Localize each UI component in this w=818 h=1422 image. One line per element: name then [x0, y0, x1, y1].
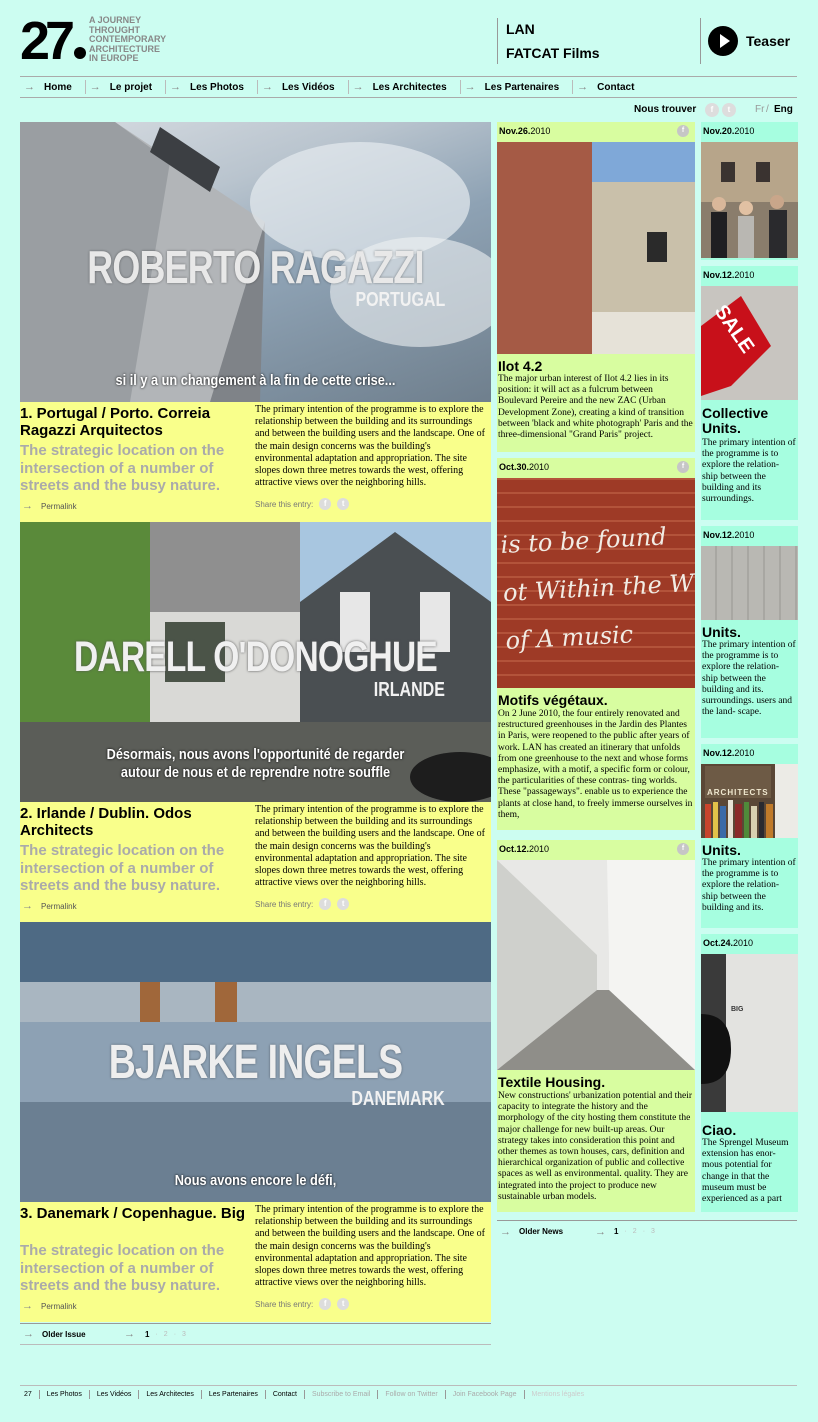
- share-entry: [255, 498, 349, 510]
- date-year: 2010: [529, 462, 550, 472]
- entry-title[interactable]: 1. Portugal / Porto. Correia Ragazzi Arquitectos: [20, 405, 211, 439]
- share-label: Share this entry:: [255, 899, 314, 909]
- news-image[interactable]: [497, 142, 695, 354]
- tagline-line: CONTEMPORARY: [89, 34, 167, 44]
- news-image[interactable]: [497, 860, 695, 1070]
- date-day: Nov.20.: [703, 126, 735, 136]
- entry-overlay-name: BJARKE INGELS: [108, 1036, 403, 1089]
- nav-label: Home: [44, 81, 72, 93]
- page-3-link[interactable]: 3: [651, 1228, 655, 1235]
- permalink-label: Permalink: [41, 1301, 77, 1311]
- news-date: [701, 744, 798, 762]
- news-body: New constructions' urbanization potential and their capacity to integrate the history and the morphology of the city hosting them constitute the major challenge for new built-up areas. Our strategy takes into consideration this point and other themes as town houses, cars, definition and hierarchical organization of public and collective spaces as well as environmental. quality. They are integrated into the project to produce new sustainable urban models.: [498, 1091, 693, 1202]
- logo-dot: [74, 47, 86, 59]
- nav-label: Les Architectes: [372, 81, 447, 93]
- entry-overlay-subtitle: Nous avons encore le défi,: [174, 1172, 337, 1189]
- twitter-icon[interactable]: t: [337, 498, 349, 510]
- page-1-link[interactable]: 1: [614, 1227, 619, 1236]
- date-year: 2010: [529, 844, 550, 854]
- entry-body: The primary intention of the programme is to explore the relationship between the building and its surroundings and between the building users and the landscape. One of the main design concerns was the building's environmental adaptation and appropriation. The site slopes down three metres towards the west, offering attractive views over the neighboring hills.: [255, 1204, 485, 1289]
- arrow-right-icon: →: [464, 81, 476, 93]
- facebook-icon[interactable]: f: [705, 103, 719, 117]
- entry-title[interactable]: 2. Irlande / Dublin. Odos Architects: [20, 805, 192, 839]
- facebook-icon[interactable]: f: [677, 843, 689, 855]
- nav-les-partenaires[interactable]: [461, 80, 574, 94]
- date-day: Nov.12.: [703, 270, 735, 280]
- pager-sep: ·: [173, 1330, 177, 1338]
- nav-les-photos[interactable]: [166, 80, 258, 94]
- nav-home[interactable]: [20, 80, 86, 94]
- entry-overlay-country: DANEMARK: [351, 1088, 445, 1110]
- teaser-label: Teaser: [746, 33, 791, 49]
- nav-label: Les Vidéos: [281, 81, 335, 93]
- page-2-link[interactable]: 2: [163, 1330, 168, 1338]
- sale-sign-text: SALE: [709, 301, 759, 358]
- book-spine-text: ARCHITECTS: [707, 788, 769, 797]
- footer-link-subscribe[interactable]: Subscribe to Email: [305, 1390, 378, 1399]
- page-3-link[interactable]: 3: [182, 1330, 186, 1338]
- twitter-icon[interactable]: t: [722, 103, 736, 117]
- news-body: The primary intention of the programme is to explore the relation- ship between the building and its surroundings.: [702, 438, 796, 505]
- facebook-icon[interactable]: f: [319, 898, 331, 910]
- news-title[interactable]: Ilot 4.2: [498, 358, 543, 374]
- small-news-image[interactable]: [701, 764, 798, 838]
- arrow-right-icon: →: [124, 1328, 135, 1340]
- lang-eng[interactable]: Eng: [774, 104, 793, 115]
- news-body: On 2 June 2010, the four entirely renovated and restructured greenhouses in the Jardin des Plantes in Paris, were reopened to the public after years of work. LAN has created an itinerary that unfolds from one greenhouse to the next and whose forms emphasize, with a motif, a specific form or colour, the particularities of these contras- ting worlds. These "passageways". enable us to experience the plants at close hand, to freely immerse ourselves in them,: [498, 709, 693, 820]
- entry-video-still[interactable]: [20, 922, 491, 1202]
- arrow-right-icon: →: [577, 81, 589, 93]
- facebook-icon[interactable]: f: [319, 1298, 331, 1310]
- permalink-label: Permalink: [41, 501, 77, 511]
- entry-video-still[interactable]: [20, 122, 491, 402]
- play-icon: [708, 26, 738, 56]
- news-body: The major urban interest of Ilot 4.2 lies in its position: it will act as a fulcrum between Boulevard Pereire and the new ZAC (Urban Development Zone), creating a kind of transition between 'black and white photograph' Paris and the three-dimensional "Grand Paris" project.: [498, 374, 693, 441]
- museum-sign-illustration: [701, 954, 798, 1112]
- entry-body: The primary intention of the programme is to explore the relationship between the building and its surroundings and between the building users and the landscape. One of the main design concerns was the building's environmental adaptation and appropriation. The site slopes down three metres towards the west, offering attractive views over the neighboring hills.: [255, 804, 485, 889]
- courtyard-illustration: [497, 142, 695, 354]
- date-day: Oct.24.: [703, 938, 734, 948]
- news-date: [701, 526, 798, 544]
- footer-link-contact[interactable]: Contact: [266, 1390, 305, 1399]
- footer-link-twitter[interactable]: Follow on Twitter: [378, 1390, 445, 1399]
- tagline-line: THROUGHT: [89, 24, 140, 35]
- date-day: Nov.12.: [703, 748, 735, 758]
- entry-overlay-name: DARELL O'DONOGHUE: [73, 633, 438, 681]
- partner-lan-link[interactable]: LAN: [506, 21, 535, 37]
- news-body: The Sprengel Museum extension has enor- mous potential for change in that the museum must be experienced as a part: [702, 1138, 789, 1205]
- news-title[interactable]: Textile Housing.: [498, 1074, 606, 1090]
- arrow-right-icon: →: [500, 1225, 511, 1238]
- share-entry: [255, 1298, 349, 1310]
- entry-lead: The strategic location on the intersection of a number of streets and the busy nature.: [20, 1242, 225, 1294]
- facebook-icon[interactable]: f: [677, 461, 689, 473]
- date-year: 2010: [530, 126, 551, 136]
- footer-link-partenaires[interactable]: Les Partenaires: [202, 1390, 266, 1399]
- date-year: 2010: [734, 270, 755, 280]
- news-title[interactable]: Motifs végétaux.: [498, 692, 608, 708]
- logo-text: 27: [20, 11, 71, 71]
- nav-contact[interactable]: [573, 80, 647, 94]
- graffiti-text: [499, 511, 695, 665]
- date-year: 2010: [734, 530, 755, 540]
- entry-card: [20, 1202, 491, 1322]
- entry-body: The primary intention of the programme is to explore the relationship between the building and its surroundings and between the building users and the landscape. One of the main design concerns was the building's environmental adaptation and appropriation. The site slopes down three metres towards the west, offering attractive views over the neighboring hills.: [255, 404, 485, 489]
- small-news-image[interactable]: [701, 286, 798, 400]
- news-date: [497, 458, 695, 476]
- older-news-pager: [497, 1220, 797, 1242]
- footer-link-mentions[interactable]: Mentions légales: [531, 1391, 585, 1398]
- teaser-button[interactable]: [708, 26, 790, 56]
- lang-fr[interactable]: Fr: [755, 104, 765, 115]
- news-title[interactable]: Units.: [702, 624, 741, 640]
- entry-overlay-subtitle: si il y a un changement à la fin de cette crise...: [115, 372, 396, 389]
- entry-video-still[interactable]: [20, 522, 491, 802]
- graffiti-line: ot Within the W: [502, 569, 695, 607]
- news-title[interactable]: Units.: [702, 842, 741, 858]
- tagline-line: ARCHITECTURE: [89, 43, 160, 54]
- permalink-link[interactable]: [22, 1300, 77, 1312]
- news-body: The primary intention of the programme is to explore the relation- ship between the building and its.: [702, 858, 796, 913]
- graffiti-line: of A music: [504, 620, 634, 655]
- footer-link-architectes[interactable]: Les Architectes: [139, 1390, 201, 1399]
- arrow-right-icon: →: [595, 1225, 606, 1238]
- arrow-right-icon: →: [261, 81, 273, 93]
- pager-sep: ·: [624, 1228, 627, 1235]
- people-illustration: [701, 142, 798, 258]
- entry-overlay-subtitle: Désormais, nous avons l'opportunité de regarder autour de nous et de reprendre notre souffle: [106, 746, 405, 781]
- partner-fatcat-link[interactable]: FATCAT Films: [506, 45, 600, 61]
- news-title[interactable]: Ciao.: [702, 1122, 737, 1138]
- share-label: Share this entry:: [255, 499, 314, 509]
- bookshelf-illustration: [701, 764, 798, 838]
- entry-lead: The strategic location on the intersection of a number of streets and the busy nature.: [20, 442, 225, 494]
- arrow-right-icon: →: [170, 81, 182, 93]
- museum-sign-text: BIG: [731, 1006, 744, 1013]
- nav-les-architectes[interactable]: [349, 80, 461, 94]
- lang-sep: /: [766, 104, 769, 115]
- small-news-image[interactable]: [701, 954, 798, 1112]
- footer: [20, 1385, 797, 1399]
- entry-overlay-name: ROBERTO RAGAZZI: [87, 241, 424, 293]
- arrow-right-icon: →: [89, 81, 101, 93]
- footer-link-27[interactable]: 27: [20, 1390, 40, 1399]
- entry-overlay-country: IRLANDE: [373, 679, 445, 701]
- news-date: [701, 266, 798, 284]
- news-image[interactable]: [497, 478, 695, 688]
- entry-title[interactable]: 3. Danemark / Copenhague. Big: [20, 1205, 246, 1222]
- share-label: Share this entry:: [255, 1299, 314, 1309]
- date-year: 2010: [734, 126, 755, 136]
- date-day: Nov.26.: [499, 126, 531, 136]
- tagline: [89, 16, 199, 64]
- news-date: [497, 840, 695, 858]
- entry-overlay-country: PORTUGAL: [355, 289, 445, 311]
- pager-sep: ·: [155, 1330, 158, 1338]
- footer-link-videos[interactable]: Les Vidéos: [90, 1390, 140, 1399]
- older-issue-link[interactable]: Older Issue: [42, 1329, 86, 1339]
- date-day: Oct.30.: [499, 462, 530, 472]
- arrow-right-icon: →: [22, 1300, 33, 1312]
- arrow-right-icon: →: [22, 900, 33, 912]
- news-title[interactable]: Collective Units.: [702, 405, 769, 436]
- header-divider: [497, 18, 498, 64]
- find-us-label: Nous trouver: [634, 104, 697, 115]
- facebook-icon[interactable]: f: [677, 125, 689, 137]
- twitter-icon[interactable]: t: [337, 898, 349, 910]
- small-news-image[interactable]: [701, 546, 798, 620]
- nav-label: Les Photos: [190, 81, 244, 93]
- permalink-label: Permalink: [41, 901, 77, 911]
- page-1-link[interactable]: 1: [145, 1329, 150, 1339]
- share-entry: [255, 898, 349, 910]
- twitter-icon[interactable]: t: [337, 1298, 349, 1310]
- arrow-right-icon: →: [23, 1328, 34, 1340]
- date-year: 2010: [734, 748, 755, 758]
- entry-card: [20, 402, 491, 522]
- older-issue-pager: [20, 1323, 491, 1345]
- facebook-icon[interactable]: f: [319, 498, 331, 510]
- nav-les-videos[interactable]: [258, 80, 349, 94]
- nav-label: Le projet: [109, 81, 153, 93]
- corridor-illustration: [497, 860, 695, 1070]
- date-year: 2010: [733, 938, 754, 948]
- news-date: [701, 122, 798, 140]
- entry-lead: The strategic location on the intersection of a number of streets and the busy nature.: [20, 842, 225, 894]
- nav-label: Les Partenaires: [484, 81, 560, 93]
- logo[interactable]: [20, 11, 86, 71]
- page-2-link[interactable]: 2: [632, 1228, 637, 1235]
- graffiti-line: is to be found: [499, 522, 668, 560]
- entry-card: [20, 802, 491, 922]
- tagline-line: A JOURNEY: [89, 15, 142, 25]
- date-day: Nov.12.: [703, 530, 735, 540]
- arrow-right-icon: →: [352, 81, 364, 93]
- pager-sep: ·: [642, 1228, 646, 1235]
- small-news-image[interactable]: [701, 142, 798, 258]
- nav-label: Contact: [597, 81, 635, 93]
- arrow-right-icon: →: [22, 500, 33, 512]
- footer-link-facebook[interactable]: Join Facebook Page: [446, 1390, 525, 1399]
- news-date: [497, 122, 695, 140]
- news-body: The primary intention of the programme is to explore the relation- ship between the building and its. surroundings. users and the land- scape.: [702, 640, 796, 718]
- footer-link-photos[interactable]: Les Photos: [40, 1390, 90, 1399]
- main-nav: [20, 76, 797, 98]
- date-day: Oct.12.: [499, 844, 530, 854]
- header-divider: [700, 18, 701, 64]
- older-news-link[interactable]: Older News: [519, 1227, 564, 1236]
- news-date: [701, 934, 798, 952]
- tagline-line: IN EUROPE: [89, 53, 139, 63]
- nav-le-projet[interactable]: [86, 80, 166, 94]
- arrow-right-icon: →: [24, 81, 35, 93]
- permalink-link[interactable]: [22, 900, 77, 912]
- permalink-link[interactable]: [22, 500, 77, 512]
